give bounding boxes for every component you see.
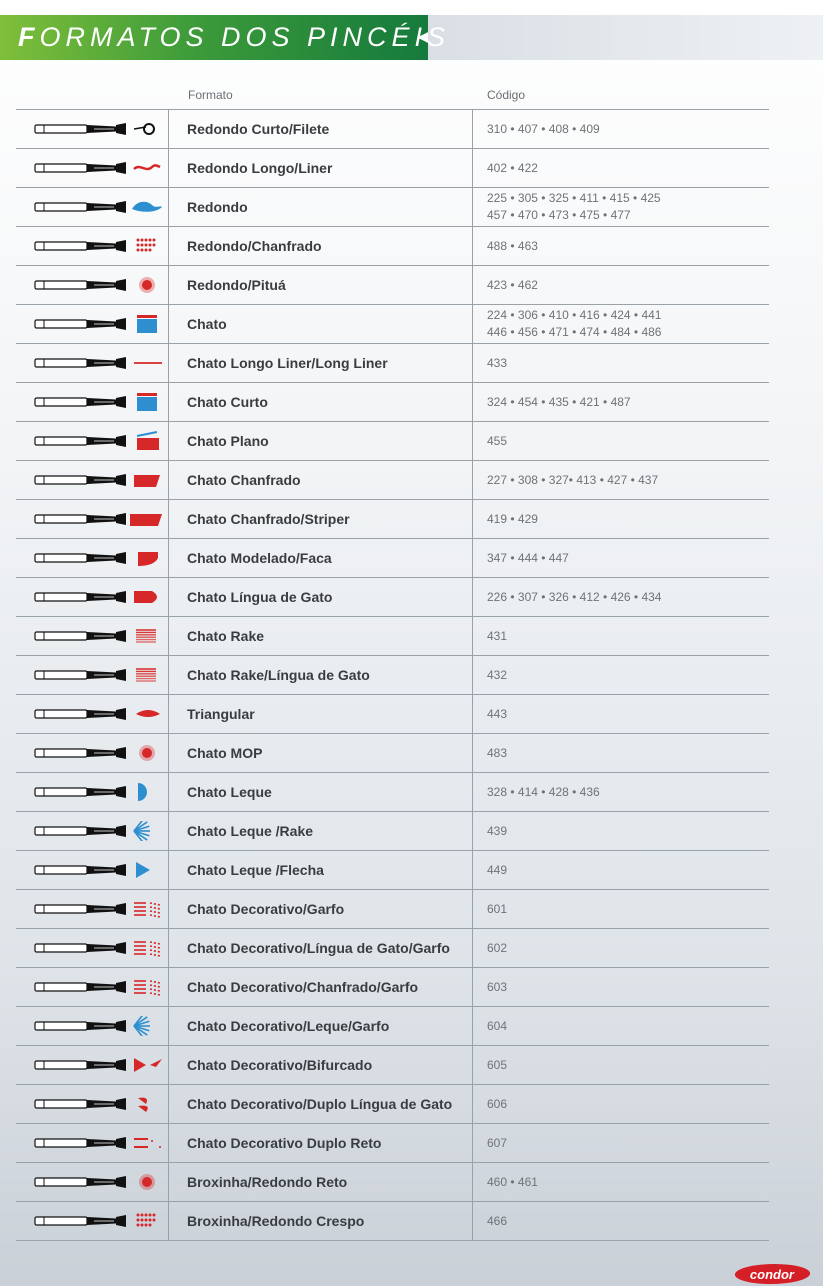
brush-format-name: Broxinha/Redondo Crespo bbox=[169, 1202, 473, 1240]
brush-comb-icon bbox=[34, 938, 164, 958]
brush-format-name: Chato Plano bbox=[169, 422, 473, 460]
brush-format-name: Chato Leque bbox=[169, 773, 473, 811]
header-format: Formato bbox=[188, 88, 233, 102]
brush-code-line: 607 bbox=[487, 1135, 508, 1150]
brush-comb-icon bbox=[34, 899, 164, 919]
brush-format-name: Chato Decorativo/Garfo bbox=[169, 890, 473, 928]
brush-icon-cell bbox=[16, 305, 169, 343]
brush-format-name: Chato Rake/Língua de Gato bbox=[169, 656, 473, 694]
brush-icon-cell bbox=[16, 656, 169, 694]
brush-codes bbox=[474, 1046, 769, 1084]
brush-icon-cell bbox=[16, 266, 169, 304]
brush-blur-dot-icon bbox=[34, 743, 164, 763]
brush-code-line: 227 • 308 • 327• 413 • 427 • 437 bbox=[487, 472, 659, 487]
brush-format-name: Chato Decorativo/Duplo Língua de Gato bbox=[169, 1085, 473, 1123]
brush-format-name: Chato Rake bbox=[169, 617, 473, 655]
brush-codes bbox=[474, 1007, 769, 1045]
brush-trap-wide-icon bbox=[34, 509, 164, 529]
brush-codes bbox=[474, 188, 769, 226]
brush-codes bbox=[474, 1163, 769, 1201]
table-row bbox=[16, 890, 769, 929]
brush-format-name: Redondo Curto/Filete bbox=[169, 110, 473, 148]
table-row bbox=[16, 1124, 769, 1163]
table-row bbox=[16, 1163, 769, 1202]
brush-code-line: 457 • 470 • 473 • 475 • 477 bbox=[487, 208, 631, 222]
page-title-rest: ORMATOS DOS PINCÉIS bbox=[39, 22, 451, 52]
brush-codes bbox=[474, 656, 769, 694]
brush-rake-icon bbox=[34, 626, 164, 646]
brush-double-line-icon bbox=[34, 1133, 164, 1153]
brush-code-line: 310 • 407 • 408 • 409 bbox=[487, 121, 600, 136]
brush-fork-icon bbox=[34, 1055, 164, 1075]
brush-format-name: Broxinha/Redondo Reto bbox=[169, 1163, 473, 1201]
brush-code-line: 328 • 414 • 428 • 436 bbox=[487, 784, 600, 799]
brush-format-name: Chato Língua de Gato bbox=[169, 578, 473, 616]
table-row bbox=[16, 1085, 769, 1124]
table-row bbox=[16, 578, 769, 617]
brush-code-line: 225 • 305 • 325 • 411 • 415 • 425 bbox=[487, 191, 661, 205]
brush-format-name: Chato Curto bbox=[169, 383, 473, 421]
title-banner-backdrop bbox=[428, 15, 823, 60]
table-row bbox=[16, 227, 769, 266]
table-row bbox=[16, 266, 769, 305]
table-row bbox=[16, 305, 769, 344]
brush-codes bbox=[474, 227, 769, 265]
brush-icon-cell bbox=[16, 110, 169, 148]
brush-icon-cell bbox=[16, 578, 169, 616]
brush-icon-cell bbox=[16, 149, 169, 187]
brush-code-line: 433 bbox=[487, 355, 508, 370]
brush-code-line: 431 bbox=[487, 628, 508, 643]
brush-codes bbox=[474, 149, 769, 187]
brush-icon-cell bbox=[16, 695, 169, 733]
brush-icon-cell bbox=[16, 968, 169, 1006]
table-body bbox=[16, 110, 769, 1241]
brush-knife-icon bbox=[34, 548, 164, 568]
table-row bbox=[16, 929, 769, 968]
brush-wave-icon bbox=[34, 158, 164, 178]
brush-icon-cell bbox=[16, 812, 169, 850]
brush-format-name: Redondo/Pituá bbox=[169, 266, 473, 304]
page-title-initial: F bbox=[18, 22, 40, 52]
table-row bbox=[16, 422, 769, 461]
brush-code-line: 439 bbox=[487, 823, 508, 838]
brush-format-name: Triangular bbox=[169, 695, 473, 733]
brush-format-name: Chato Decorativo/Bifurcado bbox=[169, 1046, 473, 1084]
brush-format-name: Chato Decorativo Duplo Reto bbox=[169, 1124, 473, 1162]
brush-codes bbox=[474, 851, 769, 889]
table-row bbox=[16, 188, 769, 227]
brush-code-line: 466 bbox=[487, 1213, 508, 1228]
brush-blur-dot-icon bbox=[34, 275, 164, 295]
table-row bbox=[16, 968, 769, 1007]
brush-icon-cell bbox=[16, 383, 169, 421]
table-row bbox=[16, 617, 769, 656]
brush-icon-cell bbox=[16, 1007, 169, 1045]
brush-format-name: Chato bbox=[169, 305, 473, 343]
brush-fan-icon bbox=[34, 782, 164, 802]
brush-format-name: Chato Longo Liner/Long Liner bbox=[169, 344, 473, 382]
brush-icon-cell bbox=[16, 617, 169, 655]
table-row bbox=[16, 344, 769, 383]
brush-codes bbox=[474, 1124, 769, 1162]
table-row bbox=[16, 500, 769, 539]
brush-comb-icon bbox=[34, 977, 164, 997]
brush-format-name: Chato Modelado/Faca bbox=[169, 539, 473, 577]
brush-format-name: Chato Decorativo/Leque/Garfo bbox=[169, 1007, 473, 1045]
table-row bbox=[16, 773, 769, 812]
brush-arrow-icon bbox=[34, 860, 164, 880]
brush-codes bbox=[474, 110, 769, 148]
brush-codes bbox=[474, 1202, 769, 1240]
brush-icon-cell bbox=[16, 851, 169, 889]
brush-icon-cell bbox=[16, 1124, 169, 1162]
brush-format-name: Chato Chanfrado/Striper bbox=[169, 500, 473, 538]
brush-code-line: 432 bbox=[487, 667, 508, 682]
brush-leaf-icon bbox=[34, 704, 164, 724]
brush-codes bbox=[474, 344, 769, 382]
brush-code-line: 483 bbox=[487, 745, 508, 760]
brush-icon-cell bbox=[16, 1046, 169, 1084]
brush-icon-cell bbox=[16, 929, 169, 967]
table-row bbox=[16, 695, 769, 734]
brush-codes bbox=[474, 617, 769, 655]
brush-code-line: 226 • 307 • 326 • 412 • 426 • 434 bbox=[487, 589, 662, 604]
brush-code-line: 446 • 456 • 471 • 474 • 484 • 486 bbox=[487, 325, 662, 339]
brush-format-name: Chato Decorativo/Chanfrado/Garfo bbox=[169, 968, 473, 1006]
table-row bbox=[16, 149, 769, 188]
brush-code-line: 604 bbox=[487, 1018, 508, 1033]
brush-code-line: 455 bbox=[487, 433, 508, 448]
table-row bbox=[16, 656, 769, 695]
brush-format-name: Redondo/Chanfrado bbox=[169, 227, 473, 265]
brush-tongue-icon bbox=[34, 587, 164, 607]
brush-code-line: 449 bbox=[487, 862, 508, 877]
brush-fan-rake-icon bbox=[34, 1016, 164, 1036]
brush-code-line: 602 bbox=[487, 940, 508, 955]
table-row bbox=[16, 383, 769, 422]
brush-codes bbox=[474, 968, 769, 1006]
brush-format-name: Chato Leque /Flecha bbox=[169, 851, 473, 889]
brush-icon-cell bbox=[16, 773, 169, 811]
table-row bbox=[16, 1007, 769, 1046]
brush-dots-icon bbox=[34, 1211, 164, 1231]
brush-round-swirl-icon bbox=[34, 119, 164, 139]
brush-icon-cell bbox=[16, 734, 169, 772]
brush-codes bbox=[474, 1085, 769, 1123]
brush-blur-dot-icon bbox=[34, 1172, 164, 1192]
brush-code-line: 488 • 463 bbox=[487, 238, 538, 253]
brush-codes bbox=[474, 422, 769, 460]
brush-double-tongue-icon bbox=[34, 1094, 164, 1114]
brush-icon-cell bbox=[16, 500, 169, 538]
brush-format-name: Chato Chanfrado bbox=[169, 461, 473, 499]
table-row bbox=[16, 851, 769, 890]
brush-codes bbox=[474, 734, 769, 772]
brush-codes bbox=[474, 890, 769, 928]
brush-square-icon bbox=[34, 392, 164, 412]
brush-table bbox=[16, 78, 769, 1241]
brush-icon-cell bbox=[16, 344, 169, 382]
brush-code-line: 419 • 429 bbox=[487, 511, 538, 526]
table-row bbox=[16, 1202, 769, 1241]
brush-format-name: Redondo Longo/Liner bbox=[169, 149, 473, 187]
brush-codes bbox=[474, 929, 769, 967]
brush-code-line: 347 • 444 • 447 bbox=[487, 550, 569, 565]
brush-codes bbox=[474, 578, 769, 616]
brush-line-icon bbox=[34, 353, 164, 373]
brush-code-line: 460 • 461 bbox=[487, 1174, 538, 1189]
brush-codes bbox=[474, 695, 769, 733]
brush-format-name: Chato Decorativo/Língua de Gato/Garfo bbox=[169, 929, 473, 967]
brush-square-slant-icon bbox=[34, 431, 164, 451]
header-code: Código bbox=[487, 88, 526, 102]
brush-codes bbox=[474, 812, 769, 850]
brush-dots-icon bbox=[34, 236, 164, 256]
brush-icon-cell bbox=[16, 227, 169, 265]
brush-code-line: 324 • 454 • 435 • 421 • 487 bbox=[487, 394, 631, 409]
brush-code-line: 423 • 462 bbox=[487, 277, 538, 292]
table-row bbox=[16, 812, 769, 851]
brush-format-name: Chato MOP bbox=[169, 734, 473, 772]
condor-logo bbox=[733, 1264, 812, 1284]
brush-trap-icon bbox=[34, 470, 164, 490]
brush-codes bbox=[474, 305, 769, 343]
brush-code-line: 606 bbox=[487, 1096, 508, 1111]
brush-code-line: 605 bbox=[487, 1057, 508, 1072]
brush-codes bbox=[474, 461, 769, 499]
table-row bbox=[16, 539, 769, 578]
table-row bbox=[16, 461, 769, 500]
brush-code-line: 402 • 422 bbox=[487, 160, 538, 175]
brush-icon-cell bbox=[16, 461, 169, 499]
table-row bbox=[16, 734, 769, 773]
brush-icon-cell bbox=[16, 1163, 169, 1201]
brush-format-name: Redondo bbox=[169, 188, 473, 226]
table-header bbox=[16, 78, 769, 110]
brush-icon-cell bbox=[16, 422, 169, 460]
brush-code-line: 443 bbox=[487, 706, 508, 721]
brush-icon-cell bbox=[16, 1085, 169, 1123]
brush-icon-cell bbox=[16, 890, 169, 928]
brush-codes bbox=[474, 266, 769, 304]
brush-icon-cell bbox=[16, 539, 169, 577]
brush-wave-fat-icon bbox=[34, 197, 164, 217]
brush-icon-cell bbox=[16, 1202, 169, 1240]
brush-code-line: 603 bbox=[487, 979, 508, 994]
page-title bbox=[18, 22, 450, 52]
brush-square-icon bbox=[34, 314, 164, 334]
logo-text: condor bbox=[750, 1266, 795, 1282]
brush-codes bbox=[474, 383, 769, 421]
table-row bbox=[16, 110, 769, 149]
table-row bbox=[16, 1046, 769, 1085]
brush-codes bbox=[474, 773, 769, 811]
brush-fan-rake-icon bbox=[34, 821, 164, 841]
brush-code-line: 224 • 306 • 410 • 416 • 424 • 441 bbox=[487, 308, 662, 322]
brush-format-name: Chato Leque /Rake bbox=[169, 812, 473, 850]
brush-codes bbox=[474, 539, 769, 577]
brush-icon-cell bbox=[16, 188, 169, 226]
brush-rake-icon bbox=[34, 665, 164, 685]
brush-code-line: 601 bbox=[487, 901, 508, 916]
brush-codes bbox=[474, 500, 769, 538]
